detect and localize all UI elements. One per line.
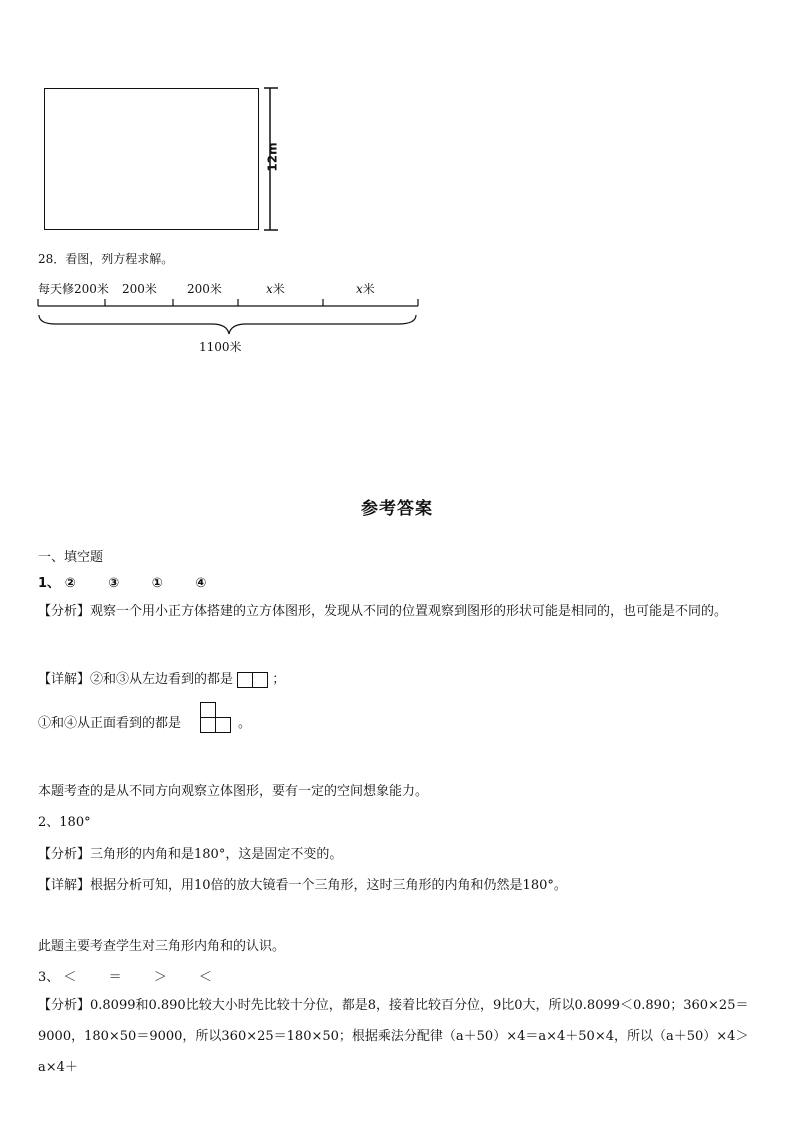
answer-1-number: 1、	[38, 576, 61, 591]
answer-2-summary: 此题主要考查学生对三角形内角和的认识。	[38, 939, 286, 954]
rectangle-figure	[44, 88, 259, 230]
segment-label-2: 200米	[122, 282, 157, 296]
answer-2-analysis: 【分析】三角形的内角和是180°，这是固定不变的。	[38, 847, 343, 862]
answer-1-detail-1-text: 【详解】②和③从左边看到的都是	[38, 672, 234, 687]
answer-1-analysis: 【分析】观察一个用小正方体搭建的立方体图形，发现从不同的位置观察到图形的形状可能是相同的，也可能是不同的。	[38, 604, 728, 619]
answer-3-line	[38, 966, 240, 985]
answer-1-detail-2	[38, 712, 181, 731]
answer-1-item-4: ④	[195, 576, 207, 591]
segment-label-3: 200米	[187, 282, 222, 296]
answer-1-detail-2-end: 。	[238, 716, 252, 731]
answer-1-item-2: ③	[108, 576, 120, 591]
answer-3-item-1: ＜	[63, 970, 77, 985]
answer-1-summary: 本题考查的是从不同方向观察立体图形，要有一定的空间想象能力。	[38, 784, 429, 799]
dimension-label: 12m	[265, 142, 280, 172]
answer-1-detail-1-end: ；	[272, 672, 286, 687]
answer-1-item-3: ①	[151, 576, 163, 591]
answer-1-item-1: ②	[64, 576, 76, 591]
segment-label-5: x米	[356, 282, 375, 296]
answer-2-detail: 【详解】根据分析可知，用10倍的放大镜看一个三角形，这时三角形的内角和仍然是180°。	[38, 878, 567, 893]
answer-1-detail-2-text: ①和④从正面看到的都是	[38, 716, 182, 731]
answer-1-line	[38, 572, 234, 591]
question-28-prompt: 28．看图，列方程求解。	[38, 252, 174, 266]
answer-2-heading: 2、180°	[38, 815, 91, 830]
segment-diagram	[36, 296, 420, 338]
answer-3-number: 3、	[38, 970, 60, 985]
total-length-label: 1100米	[199, 340, 242, 354]
segment-label-4: x米	[266, 282, 285, 296]
section-1-heading: 一、填空题	[38, 550, 104, 565]
answer-3-analysis: 【分析】0.8099和0.890比较大小时先比较十分位，都是8，接着比较百分位，9比0大，所以0.8099＜0.890；360×25＝9000，180×50＝9000，所以360×25＝180×50；根据乘法分配律（a＋50）×4＝a×4＋50×4，所以（a＋50）×4＞a×4＋	[38, 998, 749, 1075]
answer-3-item-2: ＝	[108, 970, 122, 985]
answer-3-item-3: ＞	[153, 970, 167, 985]
left-view-shape	[237, 672, 268, 688]
answers-title: 参考答案	[361, 499, 433, 519]
answer-1-detail-1	[38, 668, 285, 688]
answer-3-item-4: ＜	[198, 970, 212, 985]
segment-label-1: 每天修200米	[38, 282, 109, 296]
